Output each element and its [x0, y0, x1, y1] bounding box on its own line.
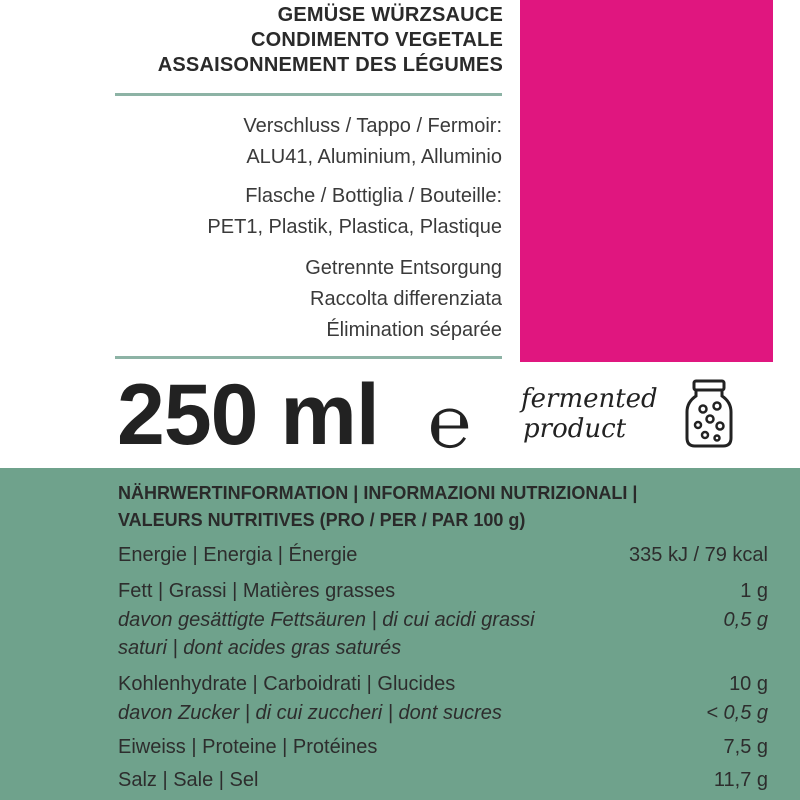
- closure-heading: Verschluss / Tappo / Fermoir:: [243, 115, 502, 137]
- closure-info: [115, 111, 502, 173]
- pink-color-block: [520, 0, 773, 362]
- title-german: GEMÜSE WÜRZSAUCE: [277, 4, 503, 26]
- title-italian: CONDIMENTO VEGETALE: [251, 29, 503, 51]
- divider-bottom: [115, 356, 502, 359]
- nutrition-label: davon gesättigte Fettsäuren | di cui acidi grassi saturi | dont acides gras saturés: [118, 609, 535, 659]
- nutrition-label: Fett | Grassi | Matières grasses: [118, 580, 396, 602]
- title-french: ASSAISONNEMENT DES LÉGUMES: [157, 54, 503, 76]
- fermented-product-label: [521, 384, 658, 444]
- nutrition-label: Salz | Sale | Sel: [118, 769, 259, 791]
- disposal-info: [115, 253, 502, 346]
- nutrition-heading: [118, 480, 778, 534]
- nutrition-label: Kohlenhydrate | Carboidrati | Glucides: [118, 673, 456, 695]
- nutrition-label: Eiweiss | Proteine | Protéines: [118, 736, 378, 758]
- nutrition-heading-line-1: NÄHRWERTINFORMATION | INFORMAZIONI NUTRIZIONALI |: [118, 483, 638, 503]
- fermentation-jar-icon: [680, 378, 740, 455]
- nutrition-row-sugars: [118, 699, 768, 727]
- nutrition-row-saturated-fat: [118, 606, 768, 662]
- nutrition-value: 10 g: [729, 673, 768, 695]
- disposal-italian: Raccolta differenziata: [310, 288, 502, 310]
- bottle-material: PET1, Plastik, Plastica, Plastique: [207, 216, 502, 238]
- closure-material: ALU41, Aluminium, Alluminio: [246, 146, 502, 168]
- estimated-sign-icon: ℮: [428, 380, 472, 464]
- nutrition-row-fat: [118, 577, 768, 605]
- nutrition-heading-line-2: VALEURS NUTRITIVES (PRO / PER / PAR 100 g): [118, 510, 526, 530]
- nutrition-row-protein: [118, 733, 768, 761]
- volume-text: 250 ml: [117, 367, 379, 463]
- bottle-heading: Flasche / Bottiglia / Bouteille:: [245, 185, 502, 207]
- disposal-german: Getrennte Entsorgung: [305, 257, 502, 279]
- product-titles: [115, 3, 503, 78]
- nutrition-value: < 0,5 g: [706, 702, 768, 724]
- nutrition-label: Energie | Energia | Énergie: [118, 544, 358, 566]
- nutrition-value: 335 kJ / 79 kcal: [629, 544, 768, 566]
- nutrition-row-energy: [118, 541, 768, 569]
- nutrition-row-salt: [118, 766, 768, 794]
- nutrition-value: 0,5 g: [723, 609, 768, 631]
- divider-top: [115, 93, 502, 96]
- nutrition-value: 1 g: [740, 580, 768, 602]
- nutrition-value: 11,7 g: [713, 769, 768, 791]
- nutrition-value: 7,5 g: [723, 736, 768, 758]
- bottle-info: [115, 181, 502, 243]
- product-word: product: [523, 414, 627, 444]
- nutrition-label: davon Zucker | di cui zuccheri | dont sucres: [118, 702, 502, 724]
- nutrition-row-carbohydrates: [118, 670, 768, 698]
- disposal-french: Élimination séparée: [326, 319, 502, 341]
- fermented-word: fermented: [521, 384, 658, 414]
